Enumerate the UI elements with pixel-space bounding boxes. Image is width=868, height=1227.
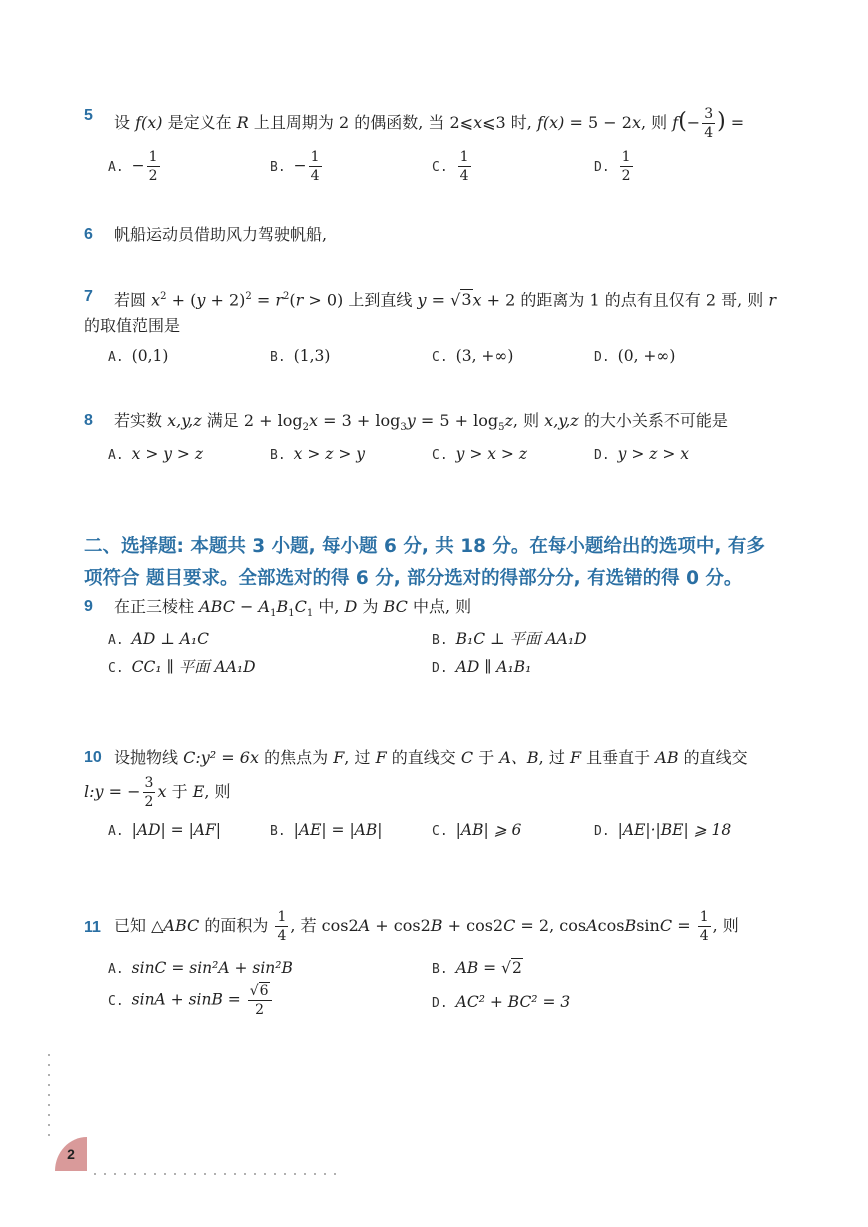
question-number: 9	[84, 598, 93, 615]
option-b[interactable]: B. − $\frac{1}{4}$	[270, 149, 320, 184]
page-number: 2	[55, 1137, 87, 1171]
option-c[interactable]: C. $\frac{1}{4}$	[432, 149, 469, 184]
question-number: 7	[84, 288, 93, 305]
question-stem: 帆船运动员借助风力驾驶帆船,	[114, 225, 328, 244]
option-b[interactable]: B. x > z > y	[270, 445, 366, 463]
question-number: 10	[84, 749, 102, 766]
option-d[interactable]: D. y > z > x	[594, 445, 690, 463]
option-c[interactable]: C. (3, +∞)	[432, 347, 514, 365]
option-c[interactable]: C. |AB| ⩾ 6	[432, 821, 522, 839]
option-d[interactable]: D. AD ∥ A₁B₁	[432, 658, 532, 676]
option-c[interactable]: C. y > x > z	[432, 445, 528, 463]
question-stem: 若圆 $x^2 + (y + 2)^2 = r^2(r > 0)$ 上到直线 y = √3x + 2 的距离为 1 的点有且仅有 2 哥, 则 r	[114, 290, 777, 310]
question-stem-line2: l:y = − $\frac{3}{2}$ x 于 E, 则	[84, 775, 231, 810]
section-heading: 二、选择题: 本题共 3 小题, 每小题 6 分, 共 18 分。在每小题给出的选项中, 有多	[84, 536, 765, 557]
decorative-dots-horizontal	[90, 1173, 340, 1175]
option-a[interactable]: A. |AD| = |AF|	[108, 821, 221, 839]
option-b[interactable]: B. B₁C ⊥ 平面 AA₁D	[432, 630, 587, 648]
option-b[interactable]: B. |AE| = |AB|	[270, 821, 383, 839]
question-stem-line2: 的取值范围是	[84, 316, 181, 335]
option-a[interactable]: A. (0,1)	[108, 347, 169, 365]
option-d[interactable]: D. |AE|·|BE| ⩾ 18	[594, 821, 732, 839]
option-a[interactable]: A. x > y > z	[108, 445, 204, 463]
decorative-dots-vertical	[48, 1050, 50, 1140]
option-a[interactable]: A. − $\frac{1}{2}$	[108, 149, 158, 184]
option-d[interactable]: D. $\frac{1}{2}$	[594, 149, 631, 184]
section-heading-line2: 项符合 题目要求。全部选对的得 6 分, 部分选对的得部分分, 有选错的得 0 分。	[84, 568, 743, 589]
option-c[interactable]: C. CC₁ ∥ 平面 AA₁D	[108, 658, 256, 676]
question-stem: 若实数 x,y,z 满足 $2 + \log_2x = 3 + \log_3y = 5 + \log_5z$, 则 x,y,z 的大小关系不可能是	[114, 411, 728, 434]
question-stem: 已知 △ABC 的面积为 $\frac{1}{4}$ , 若 cos2A + cos2B + cos2C = 2, cosAcosBsinC = $\frac{1}{4}$ , 则	[114, 909, 739, 944]
option-d[interactable]: D. AC² + BC² = 3	[432, 993, 571, 1011]
option-a[interactable]: A. sinC = sin²A + sin²B	[108, 959, 293, 977]
question-stem: 设 f(x) 是定义在 R 上且周期为 2 的偶函数, 当 2⩽x⩽3 时, f(x) = 5 − 2x, 则 f(− $\frac{3}{4}$ ) =	[114, 106, 745, 141]
question-stem: 设抛物线 C:y² = 6x 的焦点为 F, 过 F 的直线交 C 于 A、B, 过 F 且垂直于 AB 的直线交	[114, 748, 748, 767]
question-number: 6	[84, 226, 93, 243]
option-a[interactable]: A. AD ⊥ A₁C	[108, 630, 209, 648]
option-d[interactable]: D. (0, +∞)	[594, 347, 676, 365]
question-number: 5	[84, 107, 93, 124]
option-c[interactable]: C. sinA + sinB = $\frac{√6}{2}$	[108, 982, 274, 1019]
option-b[interactable]: B. (1,3)	[270, 347, 331, 365]
option-b[interactable]: B. AB = √2	[432, 959, 522, 977]
question-stem: 在正三棱柱 ABC − $A_1B_1C_1$ 中, D 为 BC 中点, 则	[114, 597, 472, 620]
question-number: 8	[84, 412, 93, 429]
question-number: 11	[84, 919, 101, 936]
